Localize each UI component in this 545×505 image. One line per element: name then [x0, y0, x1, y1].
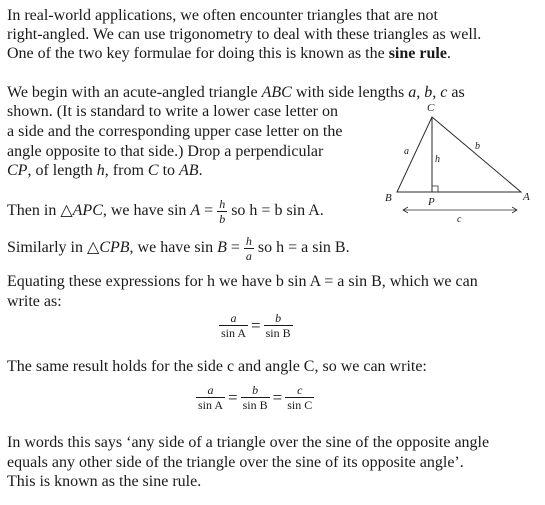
- equating-line-2: write as:: [7, 293, 62, 310]
- h-over-b-fraction: [217, 198, 227, 225]
- begin-5-text: , of length: [27, 162, 97, 179]
- begin-text: We begin with an acute-angled triangle: [7, 84, 262, 101]
- begin-line-3: a side and the corresponding upper case letter on the: [7, 123, 343, 140]
- denominator-sin-a: sin A: [221, 326, 247, 340]
- triangle-diagram: [376, 100, 536, 225]
- apc-text-2: , we have sin: [102, 202, 191, 220]
- numerator-b: b: [275, 311, 282, 325]
- apc-text-3: so h = b sin A.: [227, 202, 324, 220]
- c-over-sin-c: [285, 384, 314, 411]
- sine-equation-1: [219, 312, 293, 339]
- side-c-label: c: [457, 214, 462, 225]
- h-var: h: [96, 162, 105, 179]
- begin-text-3: as: [447, 84, 465, 101]
- begin-line-2: shown. (It is standard to write a lower case letter on: [7, 103, 339, 120]
- triangle-abc: ABC: [261, 84, 292, 101]
- vertex-a-label: A: [523, 191, 530, 203]
- side-b-label: b: [475, 141, 480, 152]
- numerator-a: a: [230, 311, 237, 325]
- cp-var: CP: [7, 162, 28, 179]
- h-over-a-fraction: [244, 235, 254, 262]
- denominator-sin-c: sin C: [287, 398, 313, 412]
- angle-b: B: [217, 239, 227, 257]
- begin-text-2: with side lengths: [291, 84, 409, 101]
- equating-line-1: Equating these expressions for h we have b sin A = a sin B, which we can: [7, 273, 478, 290]
- apc-name: APC: [72, 202, 103, 220]
- vertex-b-label: B: [385, 192, 392, 204]
- fraction-denominator: a: [245, 249, 252, 263]
- cpb-text-3: so h = a sin B.: [253, 239, 350, 257]
- intro-line-2: right-angled. We can use trigonometry to deal with these triangles as well.: [7, 26, 482, 43]
- begin-5-text-2: , from: [104, 162, 148, 179]
- denominator-sin-a: sin A: [198, 398, 224, 412]
- b-over-sin-b: [241, 384, 270, 411]
- height-h-label: h: [435, 154, 440, 165]
- fraction-numerator: h: [245, 234, 252, 248]
- cpb-line: [7, 235, 350, 262]
- equals-sign: =: [200, 202, 218, 220]
- foot-p-label: P: [428, 196, 435, 208]
- begin-5-text-3: to: [158, 162, 180, 179]
- side-a-label: a: [404, 146, 409, 157]
- apc-text: Then in: [7, 202, 61, 220]
- intro-line-1: In real-world applications, we often encounter triangles that are not: [7, 7, 438, 24]
- equals-sign: =: [272, 388, 283, 407]
- a-over-sin-a: [219, 312, 248, 339]
- side-vars: a, b, c: [408, 84, 448, 101]
- numerator-a: a: [207, 383, 214, 397]
- cpb-text: Similarly in: [7, 239, 87, 257]
- c-var: C: [147, 162, 159, 179]
- same-result-line: The same result holds for the side c and angle C, so we can write:: [7, 358, 427, 375]
- intro-line-3-text: One of the two key formulae for doing this is known as the: [7, 45, 389, 62]
- fraction-numerator: h: [219, 197, 226, 211]
- denominator-sin-b: sin B: [242, 398, 268, 412]
- begin-line-5: [7, 161, 203, 180]
- a-over-sin-a: [196, 384, 225, 411]
- equals-sign: =: [251, 316, 261, 335]
- angle-a: A: [190, 202, 201, 220]
- cpb-name: CPB: [99, 239, 130, 257]
- intro-line-3-period: .: [446, 45, 451, 62]
- b-over-sin-b: [264, 312, 293, 339]
- numerator-c: c: [297, 383, 303, 397]
- sine-rule-equation: [196, 384, 314, 411]
- numerator-b: b: [252, 383, 259, 397]
- fraction-denominator: b: [219, 212, 226, 226]
- equals-sign: =: [228, 388, 238, 407]
- intro-line-3: [7, 44, 451, 63]
- words-line-3: This is known as the sine rule.: [7, 473, 202, 490]
- begin-5-end: .: [198, 162, 203, 179]
- ab-var: AB: [179, 162, 199, 179]
- apc-line: [7, 198, 324, 225]
- sine-rule-term: sine rule: [388, 45, 447, 62]
- begin-line-4: angle opposite to that side.) Drop a perpendicular: [7, 143, 324, 160]
- cpb-text-2: , we have sin: [129, 239, 218, 257]
- words-line-2: equals any other side of the triangle over the sine of its opposite angle’.: [7, 454, 464, 471]
- words-line-1: In words this says ‘any side of a triangle over the sine of the opposite angle: [7, 434, 490, 451]
- vertex-c-label: C: [427, 102, 435, 114]
- triangle-symbol: △: [87, 239, 100, 257]
- equals-sign: =: [226, 239, 244, 257]
- denominator-sin-b: sin B: [265, 326, 291, 340]
- triangle-symbol: △: [60, 202, 73, 220]
